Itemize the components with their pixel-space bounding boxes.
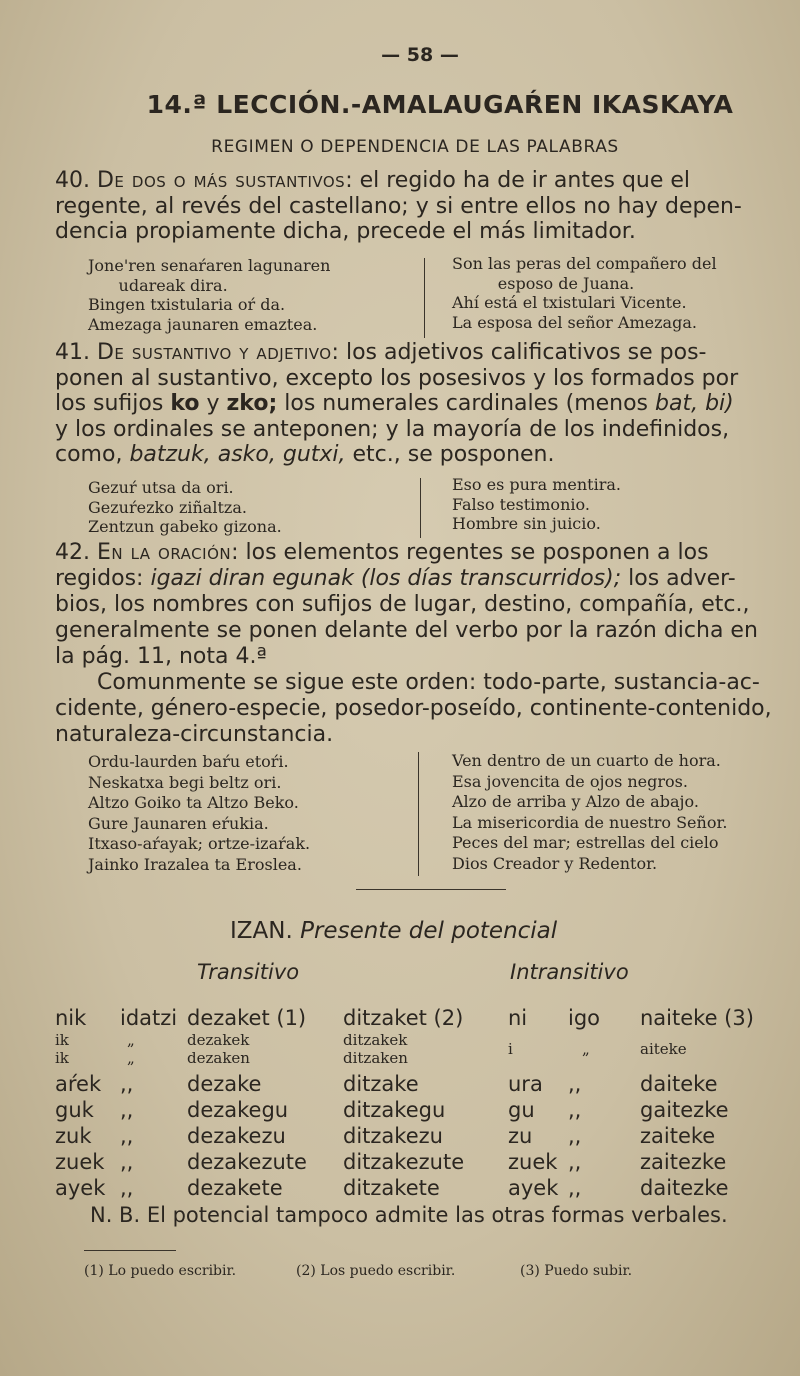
text-line <box>55 442 738 468</box>
text-line <box>55 644 772 670</box>
examples-42-spanish <box>452 751 727 874</box>
example-line: La misericordia de nuestro Señor. <box>452 812 728 832</box>
example-line: esposo de Juana. <box>452 273 635 293</box>
conjugation-cell-a: ,, <box>120 1098 134 1122</box>
conjugation-cell-e: „ <box>582 1040 590 1058</box>
conjugation-cell-f: gaitezke <box>640 1098 729 1122</box>
conjugation-cell-e: ,, <box>568 1176 582 1200</box>
conjugation-cell-c: ditzake <box>343 1072 419 1096</box>
text-segment: 41. <box>55 340 97 365</box>
example-line: Gezuŕ utsa da ori. <box>88 478 234 497</box>
conjugation-cell-d: i <box>508 1040 513 1058</box>
transitive-heading: Transitivo <box>197 960 300 984</box>
conjugation-cell-d: ayek <box>508 1176 559 1200</box>
nota-bene: N. B. El potencial tampoco admite las otras formas verbales. <box>90 1203 728 1227</box>
conjugation-cell-f: daitezke <box>640 1176 729 1200</box>
conjugation-cell-b: dezakete <box>187 1176 283 1200</box>
conjugation-cell-f: naiteke (3) <box>640 1006 754 1030</box>
conjugation-cell-e: igo <box>568 1006 601 1030</box>
example-line: Hombre sin juicio. <box>452 514 601 533</box>
text-segment: cidente, género-especie, posedor-poseído, continente-contenido, <box>55 696 772 721</box>
text-line <box>55 366 738 392</box>
text-line <box>55 540 772 566</box>
conjugation-cell-p: ik <box>55 1031 69 1049</box>
text-line <box>55 219 742 245</box>
conjugation-cell-d: zu <box>508 1124 533 1148</box>
conjugation-cell-b: dezaken <box>187 1049 250 1067</box>
conjugation-cell-a: ,, <box>120 1124 134 1148</box>
example-line: La esposa del señor Amezaga. <box>452 312 697 332</box>
conjugation-cell-c: ditzakezu <box>343 1124 443 1148</box>
column-divider <box>418 752 419 876</box>
example-line: udareak dira. <box>88 275 228 295</box>
conjugation-cell-c: ditzakegu <box>343 1098 446 1122</box>
conjugation-cell-c: ditzaket (2) <box>343 1006 464 1030</box>
conjugation-cell-e: ,, <box>568 1072 582 1096</box>
example-line: Gure Jaunaren eŕukia. <box>88 813 269 833</box>
text-segment: Comunmente se sigue este orden: todo-parte, sustancia-ac- <box>55 670 760 695</box>
text-segment: 42. <box>55 540 97 565</box>
paragraph-42 <box>55 540 772 748</box>
examples-40-spanish <box>452 254 717 332</box>
example-line: Jainko Irazalea ta Eroslea. <box>88 854 302 874</box>
text-segment: regidos: <box>55 566 151 591</box>
paragraph-40 <box>55 168 742 245</box>
conjugation-cell-p: guk <box>55 1098 94 1122</box>
conjugation-cell-a: ,, <box>120 1150 134 1174</box>
example-line: Ven dentro de un cuarto de hora. <box>452 751 721 770</box>
column-divider <box>420 478 421 538</box>
text-segment: los adver- <box>621 566 736 591</box>
conjugation-cell-f: zaiteke <box>640 1124 716 1148</box>
example-line: Falso testimonio. <box>452 494 590 514</box>
page-number: — 58 — <box>381 44 459 66</box>
text-segment: ponen al sustantivo, excepto los posesivos y los formados por <box>55 365 739 391</box>
conjugation-cell-e: ,, <box>568 1098 582 1122</box>
text-segment: zko; <box>226 391 278 416</box>
section-separator <box>356 889 506 890</box>
examples-42-basque <box>88 752 310 875</box>
examples-41-basque <box>88 478 282 537</box>
text-line <box>55 722 772 748</box>
text-line <box>55 168 742 194</box>
example-line: Dios Creador y Redentor. <box>452 853 658 873</box>
text-segment: : los elementos regentes se posponen a los <box>231 540 709 565</box>
izan-subtitle: Presente del potencial <box>300 918 558 944</box>
conjugation-cell-p: zuek <box>55 1150 105 1174</box>
text-line <box>55 194 742 220</box>
footnote-3: (3) Puedo subir. <box>520 1263 633 1279</box>
example-line: Alzo de arriba y Alzo de abajo. <box>452 792 699 811</box>
text-line <box>55 592 772 618</box>
conjugation-cell-p: nik <box>55 1006 87 1030</box>
text-segment: 40. <box>55 168 97 193</box>
example-line: Peces del mar; estrellas del cielo <box>452 833 719 852</box>
example-line: Zentzun gabeko gizona. <box>88 517 282 536</box>
conjugation-cell-c: ditzakek <box>343 1031 408 1049</box>
conjugation-cell-p: ik <box>55 1049 69 1067</box>
text-line <box>55 696 772 722</box>
text-segment: batzuk, asko, gutxi, <box>129 442 346 467</box>
conjugation-cell-d: ura <box>508 1072 543 1096</box>
example-line: Altzo Goiko ta Altzo Beko. <box>88 793 299 812</box>
example-line: Son las peras del compañero del <box>452 254 717 273</box>
conjugation-cell-a: „ <box>127 1031 135 1049</box>
text-segment: De sustantivo y adjetivo <box>96 340 332 365</box>
examples-40-basque <box>88 256 330 334</box>
text-segment: etc., se posponen. <box>345 442 555 467</box>
conjugation-cell-b: dezakek <box>187 1031 250 1049</box>
conjugation-cell-e: ,, <box>568 1150 582 1174</box>
conjugation-cell-b: dezakezu <box>187 1124 286 1148</box>
conjugation-cell-p: ayek <box>55 1176 106 1200</box>
conjugation-cell-c: ditzaken <box>343 1049 408 1067</box>
text-line <box>55 340 738 366</box>
text-line <box>55 391 738 417</box>
conjugation-cell-b: dezake <box>187 1072 262 1096</box>
conjugation-cell-b: dezakegu <box>187 1098 289 1122</box>
text-line <box>55 670 772 696</box>
text-segment: la pág. 11, nota 4.ª <box>55 644 267 669</box>
text-line <box>55 566 772 592</box>
text-segment: los numerales cardinales (menos <box>277 391 656 416</box>
text-segment: : el regido ha de ir antes que el <box>345 168 691 193</box>
conjugation-cell-c: ditzakezute <box>343 1150 465 1174</box>
example-line: Ordu-laurden baŕu etoŕi. <box>88 752 289 771</box>
text-segment: y <box>199 391 227 416</box>
conjugation-cell-d: zuek <box>508 1150 558 1174</box>
paragraph-41 <box>55 340 738 468</box>
conjugation-cell-a: ,, <box>120 1072 134 1096</box>
footnote-rule <box>84 1250 176 1251</box>
example-line: Gezuŕezko ziñaltza. <box>88 497 247 517</box>
footnote-1: (1) Lo puedo escribir. <box>84 1263 237 1279</box>
text-segment: regente, al revés del castellano; y si entre ellos no hay depen- <box>55 193 742 219</box>
example-line: Esa jovencita de ojos negros. <box>452 771 688 791</box>
conjugation-cell-e: ,, <box>568 1124 582 1148</box>
conjugation-cell-d: gu <box>508 1098 535 1122</box>
text-segment: y los ordinales se anteponen; y la mayoría de los indefinidos, <box>55 416 730 442</box>
conjugation-cell-f: daiteke <box>640 1072 718 1096</box>
examples-41-spanish <box>452 475 621 534</box>
intransitive-heading: Intransitivo <box>510 960 629 984</box>
text-segment: En la oración <box>96 540 232 565</box>
example-line: Ahí está el txistulari Vicente. <box>452 293 687 312</box>
conjugation-cell-b: dezaket (1) <box>187 1006 307 1030</box>
text-segment: ko <box>170 391 200 416</box>
conjugation-cell-p: zuk <box>55 1124 92 1148</box>
text-segment: generalmente se ponen delante del verbo por la razón dicha en <box>55 618 758 643</box>
text-line <box>55 618 772 644</box>
text-segment: dencia propiamente dicha, precede el más limitador. <box>55 219 636 244</box>
conjugation-cell-p: aŕek <box>55 1072 102 1096</box>
text-line <box>55 417 738 443</box>
lesson-title: 14.ª LECCIÓN.-AMALAUGAŔEN IKASKAYA <box>146 90 734 119</box>
conjugation-cell-c: ditzakete <box>343 1176 440 1200</box>
conjugation-cell-a: ,, <box>120 1176 134 1200</box>
text-segment: los sufijos <box>55 391 171 416</box>
example-line: Bingen txistularia oŕ da. <box>88 295 286 314</box>
example-line: Jone'ren senaŕaren lagunaren <box>88 256 331 275</box>
text-segment: igazi diran egunak (los días transcurridos); <box>150 566 622 591</box>
conjugation-cell-a: „ <box>127 1049 135 1067</box>
conjugation-cell-f: zaitezke <box>640 1150 727 1174</box>
example-line: Amezaga jaunaren emaztea. <box>88 314 318 334</box>
conjugation-cell-d: ni <box>508 1006 528 1030</box>
footnote-2: (2) Los puedo escribir. <box>296 1263 456 1279</box>
text-segment: como, <box>55 442 130 467</box>
text-segment: : los adjetivos calificativos se pos- <box>331 340 707 365</box>
conjugation-cell-a: idatzi <box>120 1006 178 1030</box>
lesson-subtitle: REGIMEN O DEPENDENCIA DE LAS PALABRAS <box>211 137 619 157</box>
column-divider <box>424 258 425 338</box>
conjugation-cell-f: aiteke <box>640 1040 687 1058</box>
example-line: Neskatxa begi beltz ori. <box>88 772 282 792</box>
conjugation-cell-b: dezakezute <box>187 1150 307 1174</box>
izan-heading <box>230 918 557 944</box>
text-segment: bat, bi) <box>655 391 734 416</box>
text-segment: bios, los nombres con sufijos de lugar, destino, compañía, etc., <box>55 592 750 617</box>
text-segment: De dos o más sustantivos <box>96 168 346 193</box>
izan-word: IZAN. <box>230 918 293 944</box>
example-line: Eso es pura mentira. <box>452 475 621 494</box>
text-segment: naturaleza-circunstancia. <box>55 722 334 747</box>
example-line: Itxaso-aŕayak; ortze-izaŕak. <box>88 834 311 853</box>
